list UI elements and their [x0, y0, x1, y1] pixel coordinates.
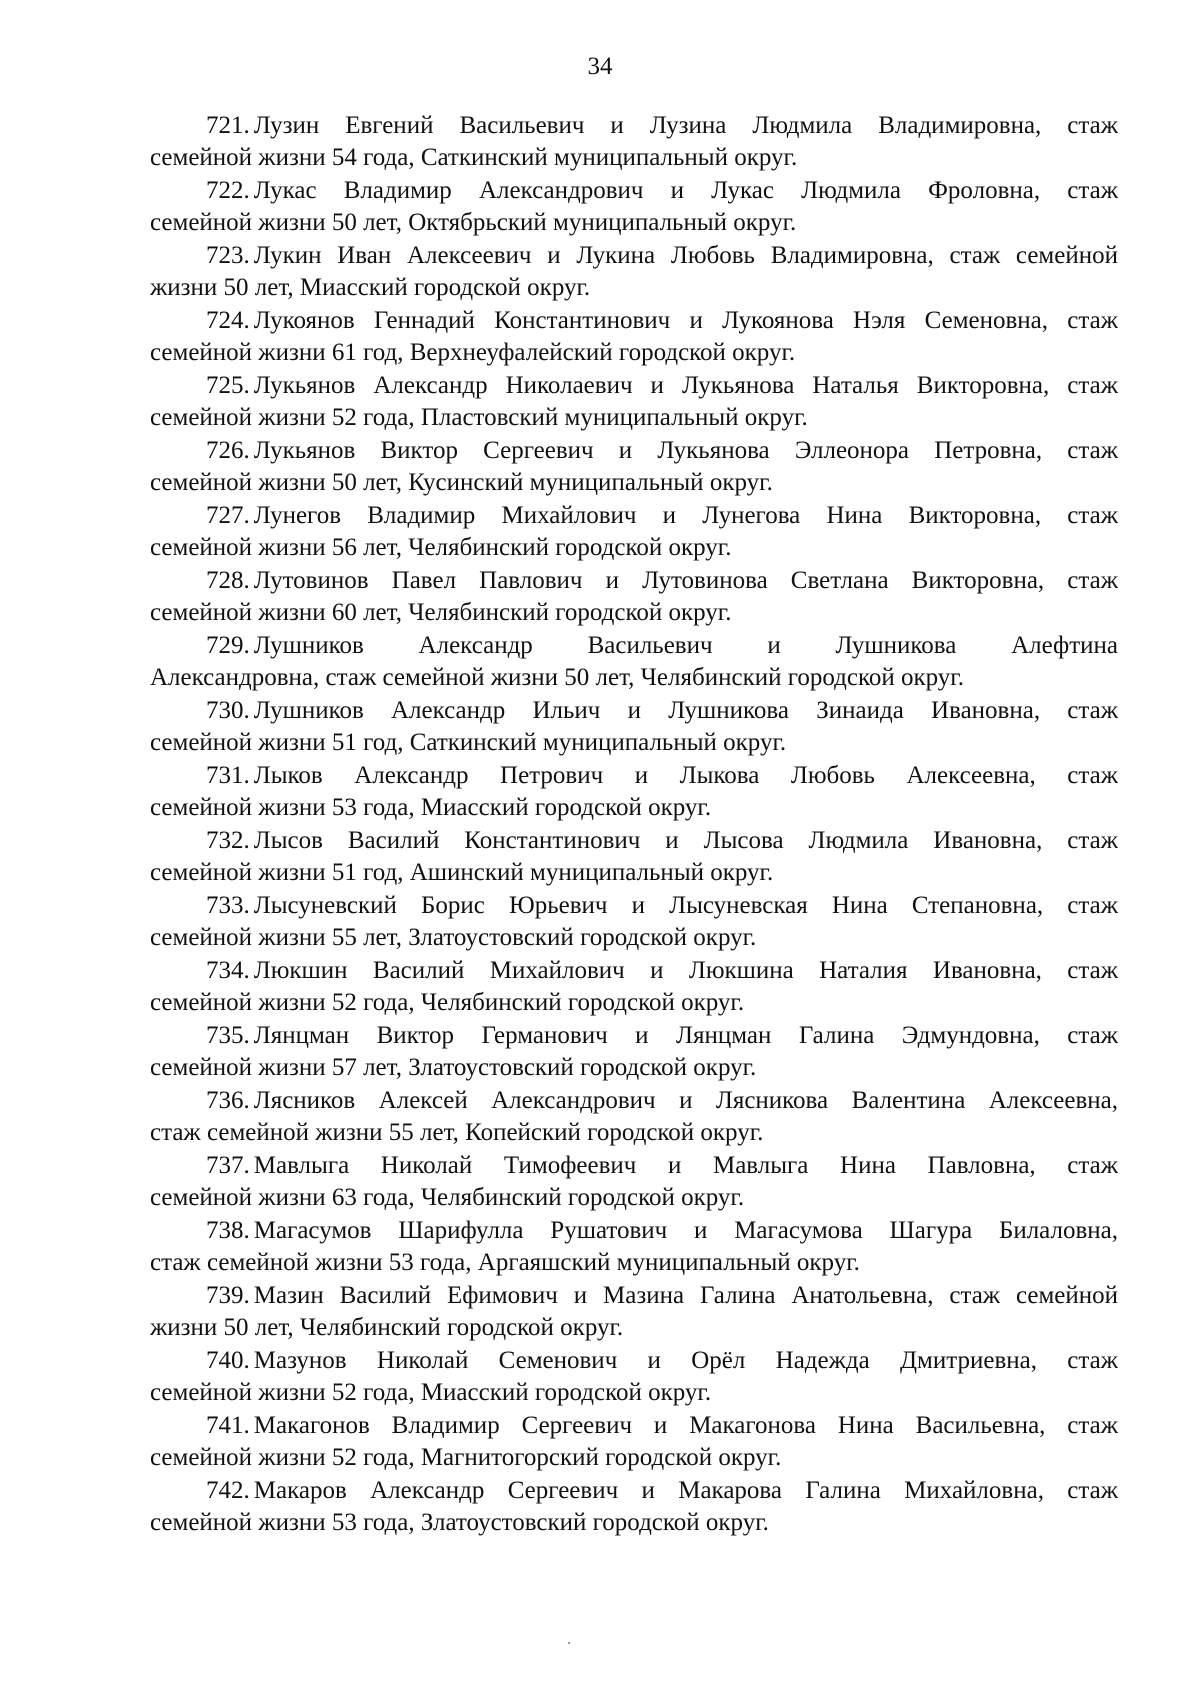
entry-first-line	[150, 175, 1118, 207]
entry-first-line	[150, 695, 1118, 727]
entry-continuation: семейной жизни 63 года, Челябинский городской округ.	[150, 1184, 745, 1211]
list-item	[150, 1475, 1118, 1539]
entry-number: 730.	[206, 697, 250, 724]
entry-continuation: стаж семейной жизни 55 лет, Копейский городской округ.	[150, 1119, 764, 1146]
entry-list	[150, 110, 1118, 1540]
entry-continuation: семейной жизни 57 лет, Златоустовский городской округ.	[150, 1054, 757, 1081]
entry-number: 729.	[206, 632, 250, 659]
entry-continuation: семейной жизни 61 год, Верхнеуфалейский городской округ.	[150, 339, 796, 366]
list-item	[150, 1215, 1118, 1279]
list-item	[150, 760, 1118, 824]
entry-continuation: семейной жизни 51 год, Саткинский муниципальный округ.	[150, 729, 787, 756]
list-item	[150, 825, 1118, 889]
entry-number: 733.	[206, 892, 250, 919]
list-item	[150, 890, 1118, 954]
entry-first-line	[150, 1085, 1118, 1117]
entry-continuation: семейной жизни 52 года, Пластовский муниципальный округ.	[150, 404, 808, 431]
list-item	[150, 565, 1118, 629]
scan-speck	[568, 1642, 570, 1644]
entry-first-line	[150, 1280, 1118, 1312]
entry-number: 724.	[206, 307, 250, 334]
entry-number: 722.	[206, 177, 250, 204]
entry-number: 736.	[206, 1087, 250, 1114]
entry-text: Магасумов Шарифулла Рушатович и Магасумова Шагура Билаловна,	[253, 1217, 1118, 1244]
entry-continuation: семейной жизни 52 года, Магнитогорский городской округ.	[150, 1444, 782, 1471]
entry-first-line	[150, 1475, 1118, 1507]
entry-text: Лысуневский Борис Юрьевич и Лысуневская Нина Степановна, стаж	[253, 892, 1118, 919]
list-item	[150, 110, 1118, 174]
list-item	[150, 305, 1118, 369]
entry-text: Лунегов Владимир Михайлович и Лунегова Нина Викторовна, стаж	[253, 502, 1118, 529]
entry-first-line	[150, 500, 1118, 532]
entry-continuation: стаж семейной жизни 53 года, Аргаяшский муниципальный округ.	[150, 1249, 860, 1276]
entry-continuation: семейной жизни 51 год, Ашинский муниципальный округ.	[150, 859, 774, 886]
entry-number: 726.	[206, 437, 250, 464]
entry-continuation: жизни 50 лет, Миасский городской округ.	[150, 274, 591, 301]
entry-first-line	[150, 1345, 1118, 1377]
entry-first-line	[150, 825, 1118, 857]
entry-continuation: жизни 50 лет, Челябинский городской округ.	[150, 1314, 624, 1341]
entry-number: 734.	[206, 957, 250, 984]
entry-text: Мазунов Николай Семенович и Орёл Надежда Дмитриевна, стаж	[253, 1347, 1118, 1374]
entry-number: 725.	[206, 372, 250, 399]
entry-text: Лысов Василий Константинович и Лысова Людмила Ивановна, стаж	[253, 827, 1118, 854]
list-item	[150, 1150, 1118, 1214]
entry-number: 723.	[206, 242, 250, 269]
list-item	[150, 175, 1118, 239]
entry-text: Лукьянов Виктор Сергеевич и Лукьянова Эллеонора Петровна, стаж	[253, 437, 1118, 464]
page-number: 34	[587, 53, 613, 80]
entry-number: 741.	[206, 1412, 250, 1439]
list-item	[150, 1345, 1118, 1409]
entry-first-line	[150, 110, 1118, 142]
entry-text: Мазин Василий Ефимович и Мазина Галина Анатольевна, стаж семейной	[253, 1282, 1118, 1309]
entry-continuation: семейной жизни 53 года, Миасский городской округ.	[150, 794, 712, 821]
entry-continuation: семейной жизни 56 лет, Челябинский городской округ.	[150, 534, 732, 561]
entry-text: Лянцман Виктор Германович и Лянцман Галина Эдмундовна, стаж	[253, 1022, 1118, 1049]
entry-number: 739.	[206, 1282, 250, 1309]
entry-continuation: семейной жизни 50 лет, Кусинский муниципальный округ.	[150, 469, 773, 496]
entry-first-line	[150, 1150, 1118, 1182]
entry-first-line	[150, 435, 1118, 467]
entry-text: Мавлыга Николай Тимофеевич и Мавлыга Нина Павловна, стаж	[253, 1152, 1118, 1179]
entry-first-line	[150, 1215, 1118, 1247]
entry-first-line	[150, 565, 1118, 597]
entry-text: Лукас Владимир Александрович и Лукас Людмила Фроловна, стаж	[253, 177, 1118, 204]
entry-number: 727.	[206, 502, 250, 529]
entry-text: Лясников Алексей Александрович и Лясникова Валентина Алексеевна,	[253, 1087, 1118, 1114]
entry-first-line	[150, 370, 1118, 402]
entry-first-line	[150, 955, 1118, 987]
list-item	[150, 500, 1118, 564]
entry-continuation: семейной жизни 60 лет, Челябинский городской округ.	[150, 599, 732, 626]
entry-number: 728.	[206, 567, 250, 594]
entry-number: 738.	[206, 1217, 250, 1244]
entry-text: Люкшин Василий Михайлович и Люкшина Наталия Ивановна, стаж	[253, 957, 1118, 984]
list-item	[150, 1020, 1118, 1084]
entry-first-line	[150, 630, 1118, 662]
entry-text: Лыков Александр Петрович и Лыкова Любовь Алексеевна, стаж	[253, 762, 1118, 789]
entry-text: Лукьянов Александр Николаевич и Лукьянова Наталья Викторовна, стаж	[253, 372, 1118, 399]
list-item	[150, 1410, 1118, 1474]
entry-first-line	[150, 890, 1118, 922]
entry-text: Лукоянов Геннадий Константинович и Лукоянова Нэля Семеновна, стаж	[253, 307, 1118, 334]
entry-first-line	[150, 1020, 1118, 1052]
entry-number: 731.	[206, 762, 250, 789]
entry-number: 737.	[206, 1152, 250, 1179]
entry-first-line	[150, 1410, 1118, 1442]
entry-continuation: семейной жизни 50 лет, Октябрьский муниципальный округ.	[150, 209, 797, 236]
list-item	[150, 630, 1118, 694]
entry-first-line	[150, 760, 1118, 792]
entry-continuation: Александровна, стаж семейной жизни 50 лет, Челябинский городской округ.	[150, 664, 964, 691]
list-item	[150, 955, 1118, 1019]
entry-continuation: семейной жизни 52 года, Миасский городской округ.	[150, 1379, 712, 1406]
entry-text: Лушников Александр Ильич и Лушникова Зинаида Ивановна, стаж	[253, 697, 1118, 724]
entry-text: Лузин Евгений Васильевич и Лузина Людмила Владимировна, стаж	[253, 112, 1118, 139]
entry-continuation: семейной жизни 55 лет, Златоустовский городской округ.	[150, 924, 757, 951]
entry-continuation: семейной жизни 54 года, Саткинский муниципальный округ.	[150, 144, 798, 171]
entry-number: 721.	[206, 112, 250, 139]
entry-continuation: семейной жизни 52 года, Челябинский городской округ.	[150, 989, 745, 1016]
entry-number: 740.	[206, 1347, 250, 1374]
list-item	[150, 370, 1118, 434]
entry-text: Макагонов Владимир Сергеевич и Макагонова Нина Васильевна, стаж	[253, 1412, 1118, 1439]
entry-continuation: семейной жизни 53 года, Златоустовский городской округ.	[150, 1509, 769, 1536]
list-item	[150, 695, 1118, 759]
list-item	[150, 435, 1118, 499]
entry-first-line	[150, 240, 1118, 272]
entry-number: 735.	[206, 1022, 250, 1049]
list-item	[150, 1280, 1118, 1344]
entry-first-line	[150, 305, 1118, 337]
entry-text: Лутовинов Павел Павлович и Лутовинова Светлана Викторовна, стаж	[253, 567, 1118, 594]
entry-number: 742.	[206, 1477, 250, 1504]
entry-text: Макаров Александр Сергеевич и Макарова Галина Михайловна, стаж	[253, 1477, 1118, 1504]
list-item	[150, 240, 1118, 304]
entry-number: 732.	[206, 827, 250, 854]
entry-text: Лушников Александр Васильевич и Лушникова Алефтина	[253, 632, 1118, 659]
entry-text: Лукин Иван Алексеевич и Лукина Любовь Владимировна, стаж семейной	[253, 242, 1118, 269]
list-item	[150, 1085, 1118, 1149]
